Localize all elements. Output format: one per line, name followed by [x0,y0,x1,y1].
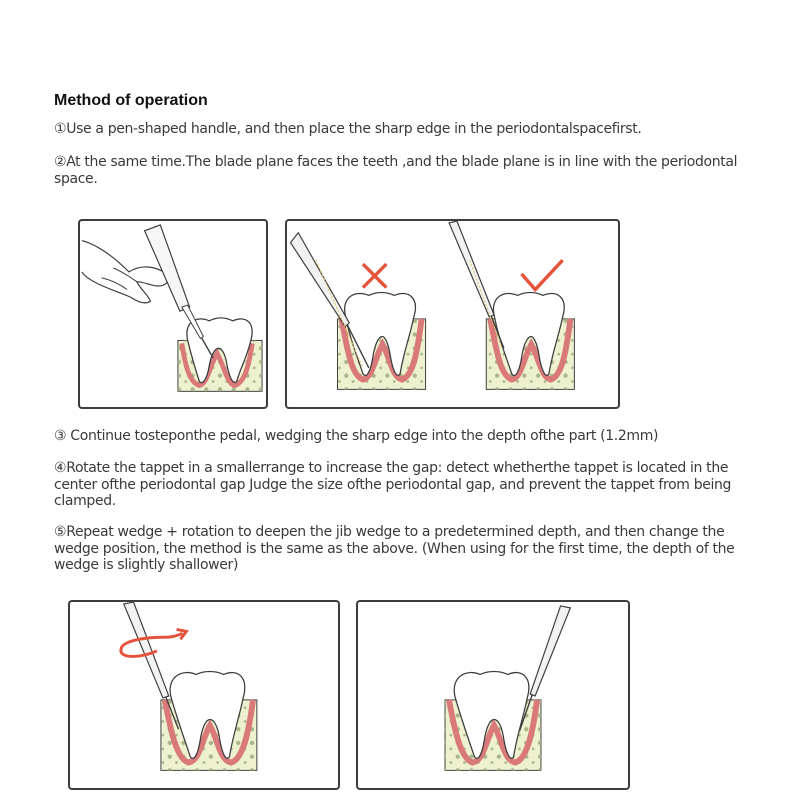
page-title: Method of operation [54,92,208,109]
cross-icon [363,264,386,287]
blade-comparison-illustration [287,221,618,407]
change-wedge-illustration [358,602,628,788]
step-1-text: ①Use a pen-shaped handle, and then place the sharp edge in the periodontalspacefirst. [54,121,642,137]
rotate-arrow-icon [121,629,187,656]
figure-change-wedge-position [356,600,630,790]
figure-rotate-tappet [68,600,340,790]
check-icon [522,260,563,289]
step-5-text: ⑤Repeat wedge + rotation to deepen the jib wedge to a predetermined depth, and then change the wedge position, the method is the same as the above. (When using for the first time, the depth of the wedge is slightly shallower) [54,524,735,573]
figure-blade-comparison [285,219,620,409]
step-2-text: ②At the same time.The blade plane faces the teeth ,and the blade plane is in line with the periodontal space. [54,154,738,187]
figure-hand-holding-handle [78,219,268,409]
step-3-text: ③ Continue tosteponthe pedal, wedging the sharp edge into the depth ofthe part (1.2mm) [54,428,659,444]
rotate-tappet-illustration [70,602,338,788]
step-4-text: ④Rotate the tappet in a smallerrange to increase the gap: detect whetherthe tappet is located in the center ofthe periodontal gap Judge the size ofthe periodontal gap, and prevent the tappet from being clamped. [54,460,732,509]
hand-holding-pen-illustration [80,221,266,407]
